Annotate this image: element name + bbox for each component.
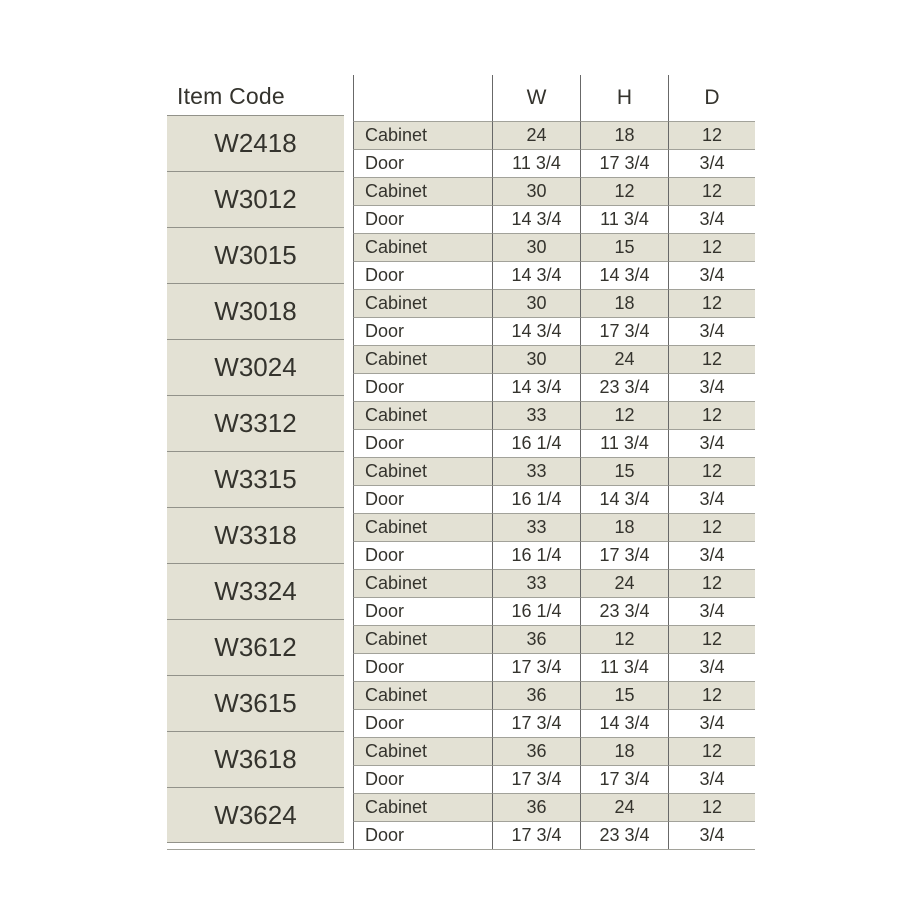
item-code-cell: W3312 <box>167 395 344 451</box>
door-row <box>353 485 755 513</box>
cabinet-row <box>353 681 755 709</box>
row-label-door: Door <box>353 261 492 289</box>
door-h-value: 11 3/4 <box>580 653 668 681</box>
row-label-door: Door <box>353 429 492 457</box>
cabinet-h-value: 24 <box>580 793 668 821</box>
row-label-door: Door <box>353 373 492 401</box>
door-row <box>353 541 755 569</box>
col-header-d: D <box>668 75 755 121</box>
door-d-value: 3/4 <box>668 709 755 737</box>
item-code-column <box>167 75 344 843</box>
cabinet-d-value: 12 <box>668 569 755 597</box>
row-label-door: Door <box>353 765 492 793</box>
door-h-value: 14 3/4 <box>580 261 668 289</box>
cabinet-w-value: 24 <box>492 121 580 149</box>
row-label-cabinet: Cabinet <box>353 737 492 765</box>
empty-header-cell <box>353 75 492 121</box>
cabinet-row <box>353 569 755 597</box>
door-h-value: 17 3/4 <box>580 541 668 569</box>
row-label-door: Door <box>353 317 492 345</box>
door-w-value: 16 1/4 <box>492 429 580 457</box>
door-d-value: 3/4 <box>668 373 755 401</box>
item-code-cell: W3018 <box>167 283 344 339</box>
cabinet-row <box>353 177 755 205</box>
door-h-value: 17 3/4 <box>580 765 668 793</box>
item-code-cell: W3324 <box>167 563 344 619</box>
door-h-value: 11 3/4 <box>580 429 668 457</box>
cabinet-row <box>353 289 755 317</box>
door-d-value: 3/4 <box>668 821 755 849</box>
cabinet-d-value: 12 <box>668 625 755 653</box>
row-label-door: Door <box>353 709 492 737</box>
door-row <box>353 261 755 289</box>
door-row <box>353 429 755 457</box>
door-d-value: 3/4 <box>668 205 755 233</box>
door-w-value: 16 1/4 <box>492 597 580 625</box>
door-d-value: 3/4 <box>668 653 755 681</box>
item-code-cell: W3015 <box>167 227 344 283</box>
cabinet-d-value: 12 <box>668 233 755 261</box>
row-label-cabinet: Cabinet <box>353 177 492 205</box>
row-label-door: Door <box>353 485 492 513</box>
door-row <box>353 653 755 681</box>
cabinet-row <box>353 457 755 485</box>
cabinet-d-value: 12 <box>668 177 755 205</box>
row-label-door: Door <box>353 653 492 681</box>
cabinet-w-value: 30 <box>492 345 580 373</box>
cabinet-d-value: 12 <box>668 289 755 317</box>
door-w-value: 16 1/4 <box>492 541 580 569</box>
row-label-cabinet: Cabinet <box>353 681 492 709</box>
item-code-cell: W3618 <box>167 731 344 787</box>
cabinet-row <box>353 513 755 541</box>
row-label-door: Door <box>353 205 492 233</box>
door-w-value: 17 3/4 <box>492 709 580 737</box>
cabinet-h-value: 24 <box>580 345 668 373</box>
cabinet-w-value: 30 <box>492 289 580 317</box>
door-d-value: 3/4 <box>668 429 755 457</box>
row-label-cabinet: Cabinet <box>353 513 492 541</box>
door-w-value: 14 3/4 <box>492 261 580 289</box>
cabinet-row <box>353 401 755 429</box>
door-h-value: 23 3/4 <box>580 597 668 625</box>
door-w-value: 17 3/4 <box>492 821 580 849</box>
cabinet-d-value: 12 <box>668 401 755 429</box>
cabinet-h-value: 18 <box>580 121 668 149</box>
door-h-value: 14 3/4 <box>580 485 668 513</box>
cabinet-h-value: 15 <box>580 681 668 709</box>
cabinet-w-value: 30 <box>492 233 580 261</box>
door-d-value: 3/4 <box>668 541 755 569</box>
row-label-cabinet: Cabinet <box>353 793 492 821</box>
door-d-value: 3/4 <box>668 317 755 345</box>
row-label-door: Door <box>353 149 492 177</box>
door-row <box>353 373 755 401</box>
door-w-value: 14 3/4 <box>492 205 580 233</box>
row-label-cabinet: Cabinet <box>353 457 492 485</box>
item-code-cell: W3615 <box>167 675 344 731</box>
cabinet-h-value: 12 <box>580 177 668 205</box>
door-w-value: 14 3/4 <box>492 317 580 345</box>
cabinet-row <box>353 625 755 653</box>
door-w-value: 17 3/4 <box>492 765 580 793</box>
cabinet-w-value: 33 <box>492 513 580 541</box>
cabinet-h-value: 15 <box>580 457 668 485</box>
cabinet-w-value: 36 <box>492 625 580 653</box>
column-header-row <box>353 75 755 121</box>
cabinet-h-value: 24 <box>580 569 668 597</box>
cabinet-h-value: 12 <box>580 401 668 429</box>
door-d-value: 3/4 <box>668 765 755 793</box>
row-label-cabinet: Cabinet <box>353 345 492 373</box>
spec-table <box>167 75 755 850</box>
cabinet-row <box>353 121 755 149</box>
cabinet-row <box>353 793 755 821</box>
door-w-value: 11 3/4 <box>492 149 580 177</box>
cabinet-w-value: 36 <box>492 737 580 765</box>
cabinet-d-value: 12 <box>668 793 755 821</box>
cabinet-row <box>353 233 755 261</box>
cabinet-h-value: 18 <box>580 737 668 765</box>
col-header-w: W <box>492 75 580 121</box>
row-label-cabinet: Cabinet <box>353 625 492 653</box>
door-row <box>353 821 755 849</box>
door-row <box>353 205 755 233</box>
item-code-cell: W3315 <box>167 451 344 507</box>
cabinet-h-value: 18 <box>580 289 668 317</box>
dimensions-table <box>353 75 755 849</box>
cabinet-w-value: 36 <box>492 681 580 709</box>
door-d-value: 3/4 <box>668 149 755 177</box>
cabinet-row <box>353 737 755 765</box>
door-h-value: 14 3/4 <box>580 709 668 737</box>
row-label-cabinet: Cabinet <box>353 121 492 149</box>
cabinet-d-value: 12 <box>668 457 755 485</box>
cabinet-d-value: 12 <box>668 345 755 373</box>
door-h-value: 17 3/4 <box>580 317 668 345</box>
item-code-cell: W3624 <box>167 787 344 843</box>
door-w-value: 17 3/4 <box>492 653 580 681</box>
door-h-value: 23 3/4 <box>580 821 668 849</box>
row-label-cabinet: Cabinet <box>353 569 492 597</box>
door-row <box>353 597 755 625</box>
cabinet-h-value: 18 <box>580 513 668 541</box>
cabinet-w-value: 33 <box>492 401 580 429</box>
door-h-value: 23 3/4 <box>580 373 668 401</box>
item-code-cell: W3612 <box>167 619 344 675</box>
row-label-cabinet: Cabinet <box>353 401 492 429</box>
row-label-door: Door <box>353 597 492 625</box>
item-code-cell: W3012 <box>167 171 344 227</box>
door-w-value: 16 1/4 <box>492 485 580 513</box>
cabinet-d-value: 12 <box>668 681 755 709</box>
col-header-h: H <box>580 75 668 121</box>
cabinet-d-value: 12 <box>668 121 755 149</box>
door-h-value: 17 3/4 <box>580 149 668 177</box>
row-label-door: Door <box>353 541 492 569</box>
door-row <box>353 709 755 737</box>
door-row <box>353 765 755 793</box>
door-row <box>353 317 755 345</box>
cabinet-w-value: 30 <box>492 177 580 205</box>
cabinet-d-value: 12 <box>668 737 755 765</box>
cabinet-h-value: 12 <box>580 625 668 653</box>
door-w-value: 14 3/4 <box>492 373 580 401</box>
item-code-header: Item Code <box>177 83 285 109</box>
cabinet-w-value: 33 <box>492 457 580 485</box>
cabinet-w-value: 33 <box>492 569 580 597</box>
row-label-door: Door <box>353 821 492 849</box>
cabinet-h-value: 15 <box>580 233 668 261</box>
door-h-value: 11 3/4 <box>580 205 668 233</box>
door-d-value: 3/4 <box>668 485 755 513</box>
item-code-cell: W3318 <box>167 507 344 563</box>
door-d-value: 3/4 <box>668 597 755 625</box>
cabinet-row <box>353 345 755 373</box>
row-label-cabinet: Cabinet <box>353 233 492 261</box>
cabinet-d-value: 12 <box>668 513 755 541</box>
item-code-cell: W2418 <box>167 115 344 171</box>
item-code-cell: W3024 <box>167 339 344 395</box>
door-row <box>353 149 755 177</box>
row-label-cabinet: Cabinet <box>353 289 492 317</box>
cabinet-w-value: 36 <box>492 793 580 821</box>
door-d-value: 3/4 <box>668 261 755 289</box>
